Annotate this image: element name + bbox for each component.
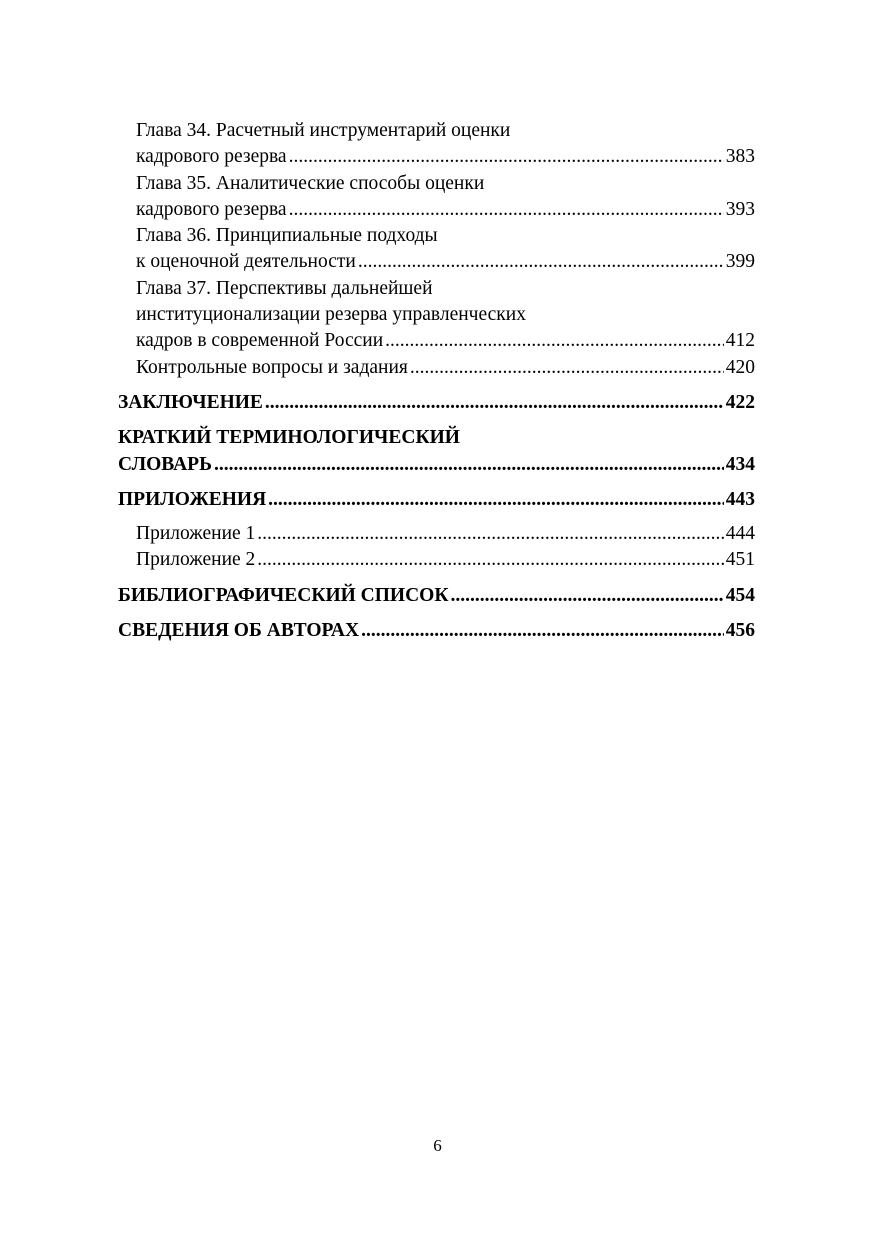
toc-entry-chapter-34 bbox=[118, 118, 755, 171]
toc-entry-title-line: Глава 36. Принципиальные подходы bbox=[136, 225, 438, 247]
toc-page-number: 383 bbox=[725, 146, 755, 168]
toc-entry-appendix-2 bbox=[118, 547, 755, 573]
toc-page-number: 422 bbox=[725, 391, 755, 413]
toc-page-number: 456 bbox=[725, 619, 755, 641]
toc-entry-last-line bbox=[136, 249, 755, 275]
toc-entry-appendices bbox=[118, 486, 755, 513]
toc-page-number: 399 bbox=[725, 251, 755, 273]
toc-entry-title-line: Контрольные вопросы и задания bbox=[136, 356, 408, 378]
dot-leader bbox=[289, 144, 724, 170]
toc-entry-last-line bbox=[118, 389, 755, 416]
toc-entry-title-line: кадрового резерва bbox=[136, 198, 287, 220]
toc-entry-title-line: Глава 35. Аналитические способы оценки bbox=[136, 172, 485, 194]
toc-page-number: 420 bbox=[725, 356, 755, 378]
toc-entry-title-line: институционализации резерва управленческих bbox=[136, 304, 526, 326]
toc-entry-chapter-36 bbox=[118, 223, 755, 276]
toc-page-number: 434 bbox=[725, 453, 755, 475]
toc-entry-last-line bbox=[118, 617, 755, 644]
toc-page-number: 451 bbox=[725, 549, 755, 571]
toc-page-number: 412 bbox=[725, 330, 755, 352]
toc-page-number: 454 bbox=[725, 584, 755, 606]
toc-entry-chapter-37 bbox=[118, 276, 755, 355]
dot-leader bbox=[268, 486, 724, 513]
toc-entry-appendix-1 bbox=[118, 521, 755, 547]
dot-leader bbox=[358, 249, 724, 275]
toc-entry-last-line bbox=[136, 328, 755, 354]
dot-leader bbox=[450, 582, 723, 609]
dot-leader bbox=[257, 547, 723, 573]
toc-entry-chapter-35 bbox=[118, 171, 755, 224]
toc-entry-last-line bbox=[136, 197, 755, 223]
toc-entry-last-line bbox=[118, 451, 755, 478]
toc-entry-title-line: СЛОВАРЬ bbox=[118, 453, 212, 475]
toc-page-number: 444 bbox=[725, 522, 755, 544]
toc-entry-title-line: ЗАКЛЮЧЕНИЕ bbox=[118, 391, 263, 413]
toc-entry-title-line: КРАТКИЙ ТЕРМИНОЛОГИЧЕСКИЙ bbox=[118, 426, 460, 448]
dot-leader bbox=[289, 197, 724, 223]
toc-page-number: 443 bbox=[725, 488, 755, 510]
toc-entry-title-line: кадрового резерва bbox=[136, 146, 287, 168]
toc-entry-bibliography bbox=[118, 582, 755, 609]
toc-entry-glossary bbox=[118, 424, 755, 478]
toc-entry-review-questions bbox=[118, 355, 755, 381]
toc-entry-title-line: Приложение 1 bbox=[136, 522, 256, 544]
toc-entry-last-line bbox=[136, 144, 755, 170]
toc-entry-last-line bbox=[136, 547, 755, 573]
toc-entry-authors bbox=[118, 617, 755, 644]
toc-entry-last-line bbox=[136, 521, 755, 547]
toc-entry-title-line: кадров в современной России bbox=[136, 330, 384, 352]
dot-leader bbox=[265, 389, 724, 416]
toc-entry-title-line: Глава 34. Расчетный инструментарий оценки bbox=[136, 120, 511, 141]
toc-entry-title-line: ПРИЛОЖЕНИЯ bbox=[118, 488, 267, 510]
toc-entry-last-line bbox=[118, 582, 755, 609]
toc-entry-last-line bbox=[118, 486, 755, 513]
page-number: 6 bbox=[433, 1136, 442, 1155]
dot-leader bbox=[410, 355, 724, 381]
table-of-contents bbox=[118, 118, 755, 644]
toc-entry-title-line: Глава 37. Перспективы дальнейшей bbox=[136, 277, 433, 299]
toc-page-number: 393 bbox=[725, 198, 755, 220]
toc-entry-title-line: к оценочной деятельности bbox=[136, 251, 356, 273]
toc-entry-conclusion bbox=[118, 389, 755, 416]
toc-entry-title-line: Приложение 2 bbox=[136, 549, 256, 571]
toc-entry-last-line bbox=[136, 355, 755, 381]
dot-leader bbox=[361, 617, 724, 644]
toc-entry-title-line: БИБЛИОГРАФИЧЕСКИЙ СПИСОК bbox=[118, 584, 449, 606]
dot-leader bbox=[385, 328, 724, 354]
dot-leader bbox=[257, 521, 723, 547]
toc-entry-title-line: СВЕДЕНИЯ ОБ АВТОРАХ bbox=[118, 619, 360, 641]
dot-leader bbox=[214, 451, 724, 478]
